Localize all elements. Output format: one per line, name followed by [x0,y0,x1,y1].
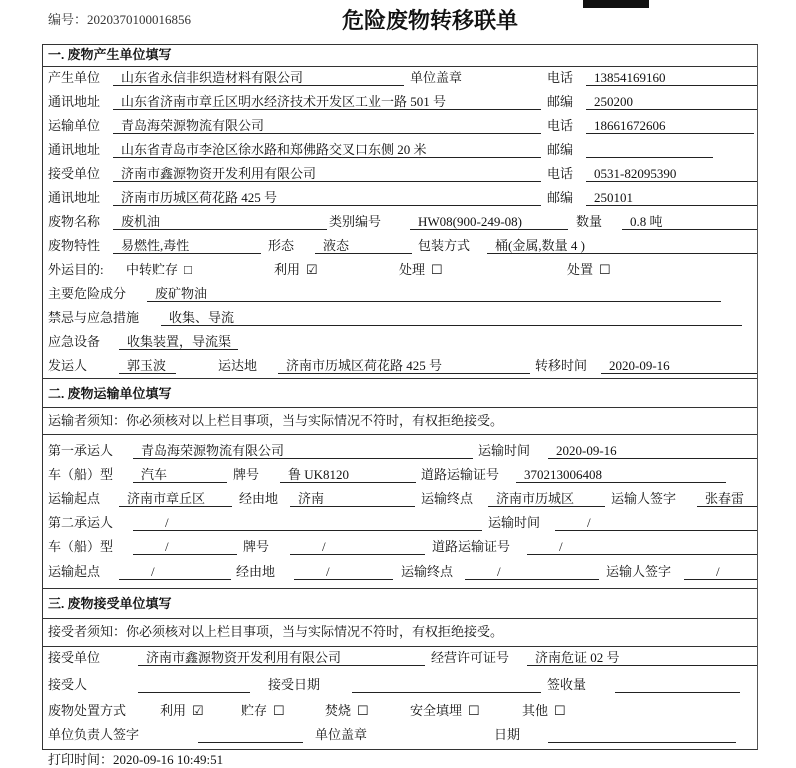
s1-receiver-phone-field[interactable]: 0531-82095390 [586,166,757,182]
s1-qty-label: 数量 [576,214,603,229]
s1-purpose-label: 外运目的: [48,262,104,277]
checkbox-label: 贮存 [241,703,268,718]
unchecked-box-icon[interactable]: ☐ [468,703,480,718]
s2-vehicle1-field[interactable]: 汽车 [133,467,227,483]
s1-zip-label: 邮编 [547,142,574,157]
s1-addr-label: 通讯地址 [48,190,101,205]
checked-box-icon[interactable]: ☑ [306,262,318,277]
divider [42,378,757,379]
checkbox-label: 安全填埋 [410,703,463,718]
s3-head-sign-label: 单位负责人签字 [48,727,140,742]
s3-methods-0-checkbox[interactable] [160,703,204,719]
unchecked-box-icon[interactable]: ☐ [554,703,566,718]
checkbox-label: 其他 [522,703,549,718]
s2-via-label: 经由地 [236,564,276,579]
s2-plate1-field[interactable]: 鲁 UK8120 [280,467,416,483]
s3-methods-1-checkbox[interactable] [241,703,285,719]
s1-addr-label: 通讯地址 [48,142,101,157]
divider [42,407,757,408]
s3-sdate-field[interactable] [548,727,736,743]
s3-head-sign-field[interactable] [198,727,303,743]
s1-addr-label: 通讯地址 [48,94,101,109]
s2-second-field[interactable]: / [133,515,482,531]
s2-ttime1-field[interactable]: 2020-09-16 [548,443,757,459]
s1-purpose-0-checkbox[interactable] [126,262,192,278]
s1-form-field[interactable]: 液态 [315,238,412,254]
s1-seal-label: 单位盖章 [410,70,463,85]
divider [42,588,757,589]
s2-permit-label: 道路运输证号 [432,539,511,554]
s2-start-label: 运输起点 [48,564,101,579]
s1-dest-field[interactable]: 济南市历城区荷花路 425 号 [278,358,530,374]
s1-purpose-2-checkbox[interactable] [399,262,443,278]
s3-amount-field[interactable] [615,677,740,693]
s2-end-label: 运输终点 [401,564,454,579]
unchecked-box-icon[interactable]: □ [184,262,192,277]
s2-first-field[interactable]: 青岛海荣源物流有限公司 [133,443,473,459]
s2-start1-field[interactable]: 济南市章丘区 [119,491,232,507]
unchecked-box-icon[interactable]: ☐ [273,703,285,718]
s1-time-field[interactable]: 2020-09-16 [601,358,757,374]
unchecked-box-icon[interactable]: ☐ [357,703,369,718]
s2-permit2-field[interactable]: / [527,539,757,555]
s2-via-label: 经由地 [239,491,279,506]
s1-property-field[interactable]: 易燃性,毒性 [113,238,261,254]
s2-start-label: 运输起点 [48,491,101,506]
s2-end1-field[interactable]: 济南市历城区 [488,491,605,507]
s2-second-label: 第二承运人 [48,515,114,530]
s1-property-label: 废物特性 [48,238,101,253]
checkbox-label: 利用 [274,262,301,277]
s1-carrier-addr-field[interactable]: 山东省青岛市李沧区徐水路和郑佛路交叉口东侧 20 米 [113,142,541,158]
s2-end-label: 运输终点 [421,491,474,506]
s3-license-field[interactable]: 济南危证 02 号 [527,650,757,666]
s1-emergency-field[interactable]: 收集、导流 [161,310,742,326]
s1-dest-label: 运达地 [218,358,258,373]
s1-zip-label: 邮编 [547,190,574,205]
s1-receiver-label: 接受单位 [48,166,101,181]
s1-phone-label: 电话 [547,118,574,133]
s3-license-label: 经营许可证号 [431,650,510,665]
s2-sign-label: 运输人签字 [606,564,672,579]
checkbox-label: 利用 [160,703,187,718]
s2-vehicle-label: 车（船）型 [48,467,114,482]
divider [42,646,757,647]
checked-box-icon[interactable]: ☑ [192,703,204,718]
s2-permit-label: 道路运输证号 [421,467,500,482]
s2-vehicle-label: 车（船）型 [48,539,114,554]
s3-amount-label: 签收量 [547,677,587,692]
print-time: 打印时间：2020-09-16 10:49:51 [48,752,224,767]
s1-category-label: 类别编号 [329,214,382,229]
s2-sign-label: 运输人签字 [611,491,677,506]
unchecked-box-icon[interactable]: ☐ [431,262,443,277]
section-heading: 三. 废物接受单位填写 [48,596,172,611]
s1-package-label: 包装方式 [418,238,471,253]
s3-notice: 接受者须知：你必须核对以上栏目事项，当与实际情况不符时，有权拒绝接受。 [48,624,504,639]
s2-sign2-field[interactable]: / [684,564,757,580]
s3-sdate-label: 日期 [494,727,521,742]
s1-receiver-field[interactable]: 济南市鑫源物资开发利用有限公司 [113,166,541,182]
s2-via2-field[interactable]: / [294,564,393,580]
section-heading: 二. 废物运输单位填写 [48,386,172,401]
s3-person-field[interactable] [138,677,250,693]
checkbox-label: 中转贮存 [126,262,179,277]
checkbox-label: 焚烧 [325,703,352,718]
s1-phone-label: 电话 [547,166,574,181]
s1-shipper-field[interactable]: 郭玉波 [119,358,176,374]
s3-methods-2-checkbox[interactable] [325,703,369,719]
s2-first-label: 第一承运人 [48,443,114,458]
s1-carrier-field[interactable]: 青岛海荣源物流有限公司 [113,118,541,134]
s3-seal-label: 单位盖章 [315,727,368,742]
s1-time-label: 转移时间 [535,358,588,373]
s3-method-label: 废物处置方式 [48,703,127,718]
s1-qty-field[interactable]: 0.8 吨 [622,214,757,230]
s1-hazard-label: 主要危险成分 [48,286,127,301]
s2-ttime-label: 运输时间 [488,515,541,530]
s3-date-field[interactable] [352,677,541,693]
s2-via1-field[interactable]: 济南 [290,491,415,507]
s3-unit-label: 接受单位 [48,650,101,665]
s2-vehicle2-field[interactable]: / [133,539,237,555]
s1-hazard-field[interactable]: 废矿物油 [147,286,721,302]
s2-permit1-field[interactable]: 370213006408 [516,467,726,483]
s1-form-label: 形态 [268,238,295,253]
s1-zip-label: 邮编 [547,94,574,109]
divider [42,618,757,619]
s1-purpose-1-checkbox[interactable] [274,262,318,278]
s1-receiver-zip-field[interactable]: 250101 [586,190,757,206]
s2-start2-field[interactable]: / [119,564,231,580]
s2-plate-label: 牌号 [233,467,260,482]
page-title: 危险废物转移联单 [341,9,518,34]
section-heading: 一. 废物产生单位填写 [48,47,172,62]
s3-unit-field[interactable]: 济南市鑫源物资开发利用有限公司 [138,650,425,666]
serial-number: 编号：2020370100016856 [48,12,192,27]
s1-category-field[interactable]: HW08(900-249-08) [410,214,568,230]
divider [42,66,757,67]
s3-date-label: 接受日期 [268,677,321,692]
s1-producer-addr-field[interactable]: 山东省济南市章丘区明水经济技术开发区工业一路 501 号 [113,94,541,110]
s2-end2-field[interactable]: / [465,564,599,580]
checkbox-label: 处置 [567,262,594,277]
divider [42,434,757,435]
s1-carrier-phone-field[interactable]: 18661672606 [586,118,754,134]
checkbox-label: 处理 [399,262,426,277]
s1-package-field[interactable]: 桶(金属,数量 4 ) [487,238,757,254]
s1-producer-field[interactable]: 山东省永信非织造材料有限公司 [113,70,404,86]
s3-methods-4-checkbox[interactable] [522,703,566,719]
s3-person-label: 接受人 [48,677,88,692]
s1-carrier-zip-field[interactable] [586,142,713,158]
s1-purpose-3-checkbox[interactable] [567,262,611,278]
s2-sign1-field[interactable]: 张春雷 [697,491,757,507]
s1-equip-label: 应急设备 [48,334,101,349]
s1-waste-name-label: 废物名称 [48,214,101,229]
s1-producer-phone-field[interactable]: 13854169160 [586,70,757,86]
s2-notice: 运输者须知：你必须核对以上栏目事项，当与实际情况不符时，有权拒绝接受。 [48,413,504,428]
s1-producer-label: 产生单位 [48,70,101,85]
unchecked-box-icon[interactable]: ☐ [599,262,611,277]
s2-ttime2-field[interactable]: / [555,515,757,531]
s2-plate2-field[interactable]: / [290,539,425,555]
s1-waste-name-field[interactable]: 废机油 [113,214,327,230]
s1-equip-field[interactable]: 收集装置，导流渠 [119,334,238,350]
s3-methods-3-checkbox[interactable] [410,703,480,719]
s2-plate-label: 牌号 [243,539,270,554]
s1-emergency-label: 禁忌与应急措施 [48,310,140,325]
s1-carrier-label: 运输单位 [48,118,101,133]
s1-receiver-addr-field[interactable]: 济南市历城区荷花路 425 号 [113,190,541,206]
s1-shipper-label: 发运人 [48,358,88,373]
s1-phone-label: 电话 [547,70,574,85]
s2-ttime-label: 运输时间 [478,443,531,458]
s1-producer-zip-field[interactable]: 250200 [586,94,757,110]
